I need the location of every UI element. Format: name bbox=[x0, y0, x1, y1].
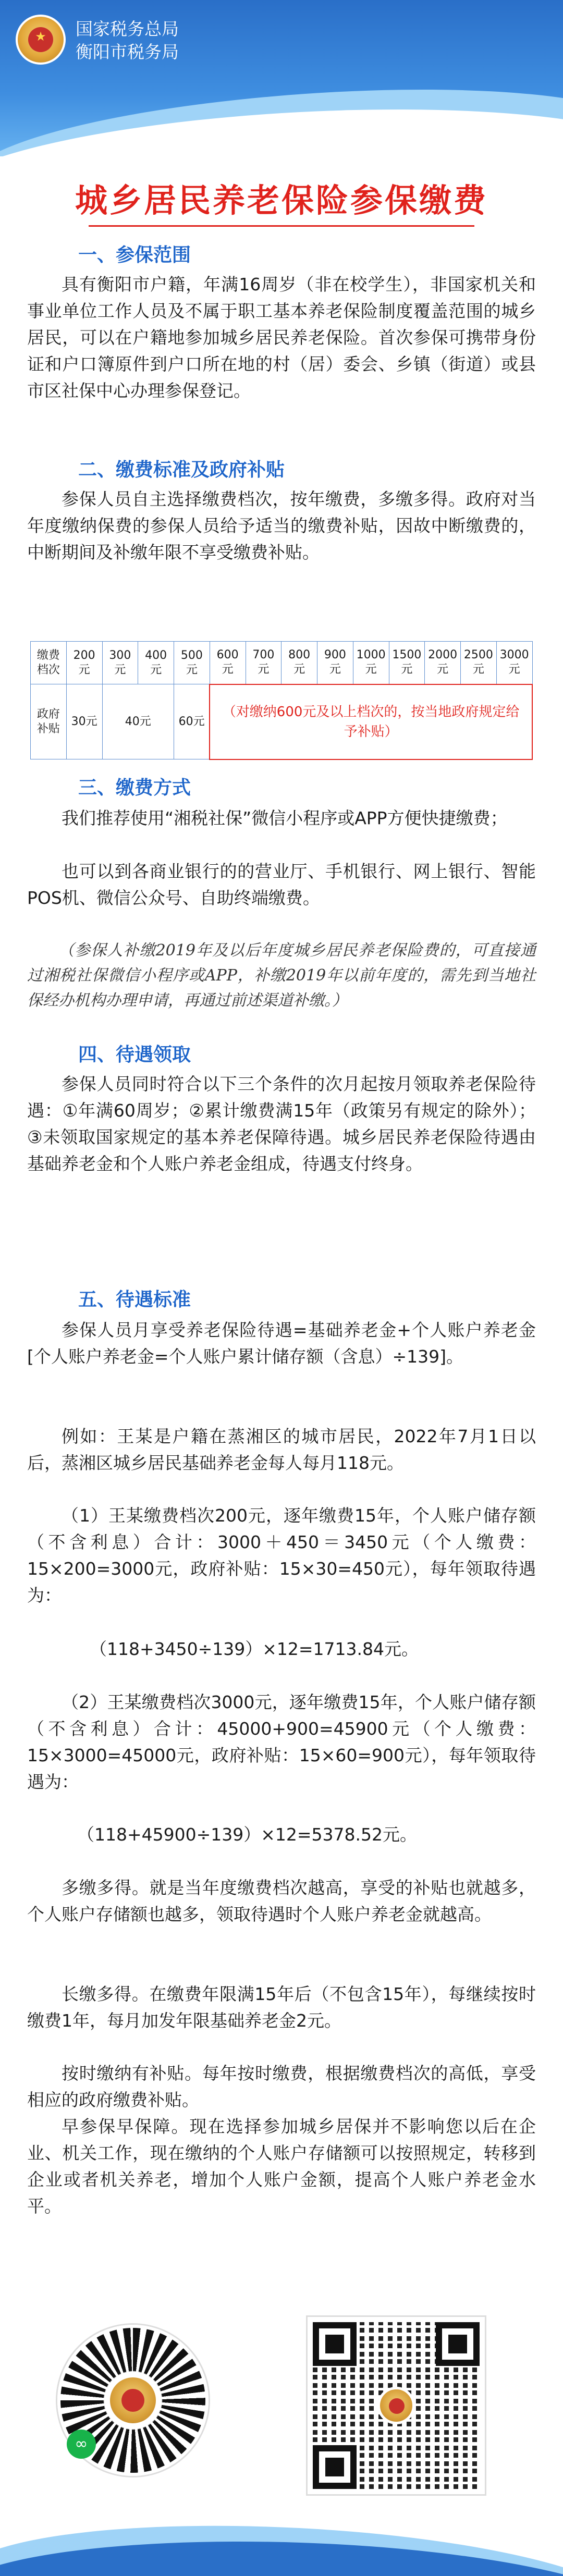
section-title-scope: 一、参保范围 bbox=[78, 244, 191, 266]
level-cell: 700元 bbox=[246, 642, 282, 684]
title-underline bbox=[89, 225, 474, 227]
example-case-1-formula: （118+3450÷139）×12=1713.84元。 bbox=[90, 1639, 419, 1659]
org-name bbox=[76, 18, 179, 64]
section-benefit-text: 参保人员同时符合以下三个条件的次月起按月领取养老保险待遇：①年满60周岁；②累计缴费满15年（政策另有规定的除外）；③未领取国家规定的基本养老保障待遇。城乡居民养老保险待遇由基础养老金和个人账户养老金组成，待遇支付终身。 bbox=[27, 1074, 536, 1174]
section-title-standard: 二、缴费标准及政府补贴 bbox=[78, 459, 285, 481]
tax-emblem-icon: ★ bbox=[16, 15, 66, 65]
level-cell: 600元 bbox=[210, 642, 246, 684]
footer-wave bbox=[0, 2518, 563, 2576]
subsidy-note-cell: （对缴纳600元及以上档次的，按当地政府规定给予补贴） bbox=[210, 684, 532, 759]
qr-code[interactable] bbox=[308, 2317, 485, 2494]
page-title: 城乡居民养老保险参保缴费 bbox=[75, 181, 488, 219]
contribution-table bbox=[30, 641, 533, 759]
level-cell: 1500元 bbox=[389, 642, 425, 684]
example-case-2-formula: （118+45900÷139）×12=5378.52元。 bbox=[77, 1824, 418, 1845]
org-line-1: 国家税务总局 bbox=[76, 19, 179, 39]
subsidy-cell-30: 30元 bbox=[66, 684, 102, 759]
level-cell: 300元 bbox=[102, 642, 138, 684]
section-payment-note: （参保人补缴2019年及以后年度城乡居民养老保险费的，可直接通过湘税社保微信小程序或APP，补缴2019年以前年度的，需先到当地社保经办机构办理申请，再通过前述渠道补缴。） bbox=[27, 941, 536, 1010]
example-case-1-text: （1）王某缴费档次200元，逐年缴费15年，个人账户储存额（不含利息）合计：3000＋450＝3450元（个人缴费：15×200=3000元，政府补贴：15×30=450元），每年领取待遇为： bbox=[27, 1505, 536, 1605]
level-cell: 2000元 bbox=[425, 642, 461, 684]
long-pay-more-gain-text: 长缴多得。在缴费年限满15年后（不包含15年），每继续按时缴费1年，每月加发年限基础养老金2元。 bbox=[27, 1984, 536, 2031]
qr-finder-top-left bbox=[313, 2322, 357, 2366]
ontime-subsidy-text: 按时缴纳有补贴。每年按时缴费，根据缴费档次的高低，享受相应的政府缴费补贴。 bbox=[27, 2063, 536, 2110]
table-header-level: 缴费档次 bbox=[31, 642, 67, 684]
example-case-2-text: （2）王某缴费档次3000元，逐年缴费15年，个人账户储存额（不含利息）合计：45000+900=45900元（个人缴费：15×3000=45000元，政府补贴：15×60=900元），每年领取待遇为： bbox=[27, 1692, 536, 1792]
table-row-subsidy bbox=[31, 684, 533, 759]
mini-program-code[interactable] bbox=[57, 2325, 209, 2476]
mini-program-emblem-icon bbox=[110, 2377, 156, 2423]
more-pay-more-gain-text: 多缴多得。就是当年度缴费档次越高，享受的补贴也就越多，个人账户存储额也越多，领取待遇时个人账户养老金就越高。 bbox=[27, 1878, 536, 1924]
subsidy-cell-40: 40元 bbox=[102, 684, 174, 759]
level-cell: 2500元 bbox=[461, 642, 497, 684]
wechat-mini-program-icon: ∞ bbox=[67, 2430, 96, 2459]
level-cell: 900元 bbox=[317, 642, 353, 684]
section-title-standard-benefit: 五、待遇标准 bbox=[78, 1289, 191, 1310]
level-cell: 800元 bbox=[282, 642, 317, 684]
section-scope-text: 具有衡阳市户籍，年满16周岁（非在校学生），非国家机关和事业单位工作人员及不属于职工基本养老保险制度覆盖范围的城乡居民，可以在户籍地参加城乡居民养老保险。首次参保可携带身份证和户口簿原件到户口所在地的村（居）委会、乡镇（街道）或县市区社保中心办理参保登记。 bbox=[27, 274, 536, 401]
level-cell: 1000元 bbox=[353, 642, 389, 684]
level-cell: 3000元 bbox=[496, 642, 532, 684]
section-payment-text-2: 也可以到各商业银行的的营业厅、手机银行、网上银行、智能POS机、微信公众号、自助终端缴费。 bbox=[27, 861, 536, 908]
table-header-subsidy: 政府补贴 bbox=[31, 684, 67, 759]
subsidy-cell-60: 60元 bbox=[174, 684, 210, 759]
benefit-formula-text: 参保人员月享受养老保险待遇=基础养老金+个人账户养老金[个人账户养老金=个人账户累计储存额（含息）÷139]。 bbox=[27, 1320, 536, 1367]
benefit-example-text: 例如：王某是户籍在蒸湘区的城市居民，2022年7月1日以后，蒸湘区城乡居民基础养老金每人每月118元。 bbox=[27, 1426, 536, 1473]
section-payment-text-1: 我们推荐使用“湘税社保”微信小程序或APP方便快捷缴费； bbox=[62, 808, 508, 828]
early-enroll-text: 早参保早保障。现在选择参加城乡居保并不影响您以后在企业、机关工作，现在缴纳的个人账户存储额可以按照规定，转移到企业或者机关养老，增加个人账户金额，提高个人账户养老金水平。 bbox=[27, 2116, 536, 2216]
org-line-2: 衡阳市税务局 bbox=[76, 42, 179, 62]
qr-finder-bottom-left bbox=[313, 2445, 357, 2489]
section-title-payment: 三、缴费方式 bbox=[78, 777, 191, 799]
section-standard-text: 参保人员自主选择缴费档次，按年缴费，多缴多得。政府对当年度缴纳保费的参保人员给予适当的缴费补贴，因故中断缴费的，中断期间及补缴年限不享受缴费补贴。 bbox=[27, 489, 536, 562]
header-banner bbox=[0, 0, 563, 156]
level-cell: 500元 bbox=[174, 642, 210, 684]
table-row-levels bbox=[31, 642, 533, 684]
level-cell: 200元 bbox=[66, 642, 102, 684]
level-cell: 400元 bbox=[138, 642, 174, 684]
qr-finder-top-right bbox=[436, 2322, 480, 2366]
section-title-benefit: 四、待遇领取 bbox=[78, 1044, 191, 1065]
qr-center-emblem-icon bbox=[377, 2387, 415, 2424]
